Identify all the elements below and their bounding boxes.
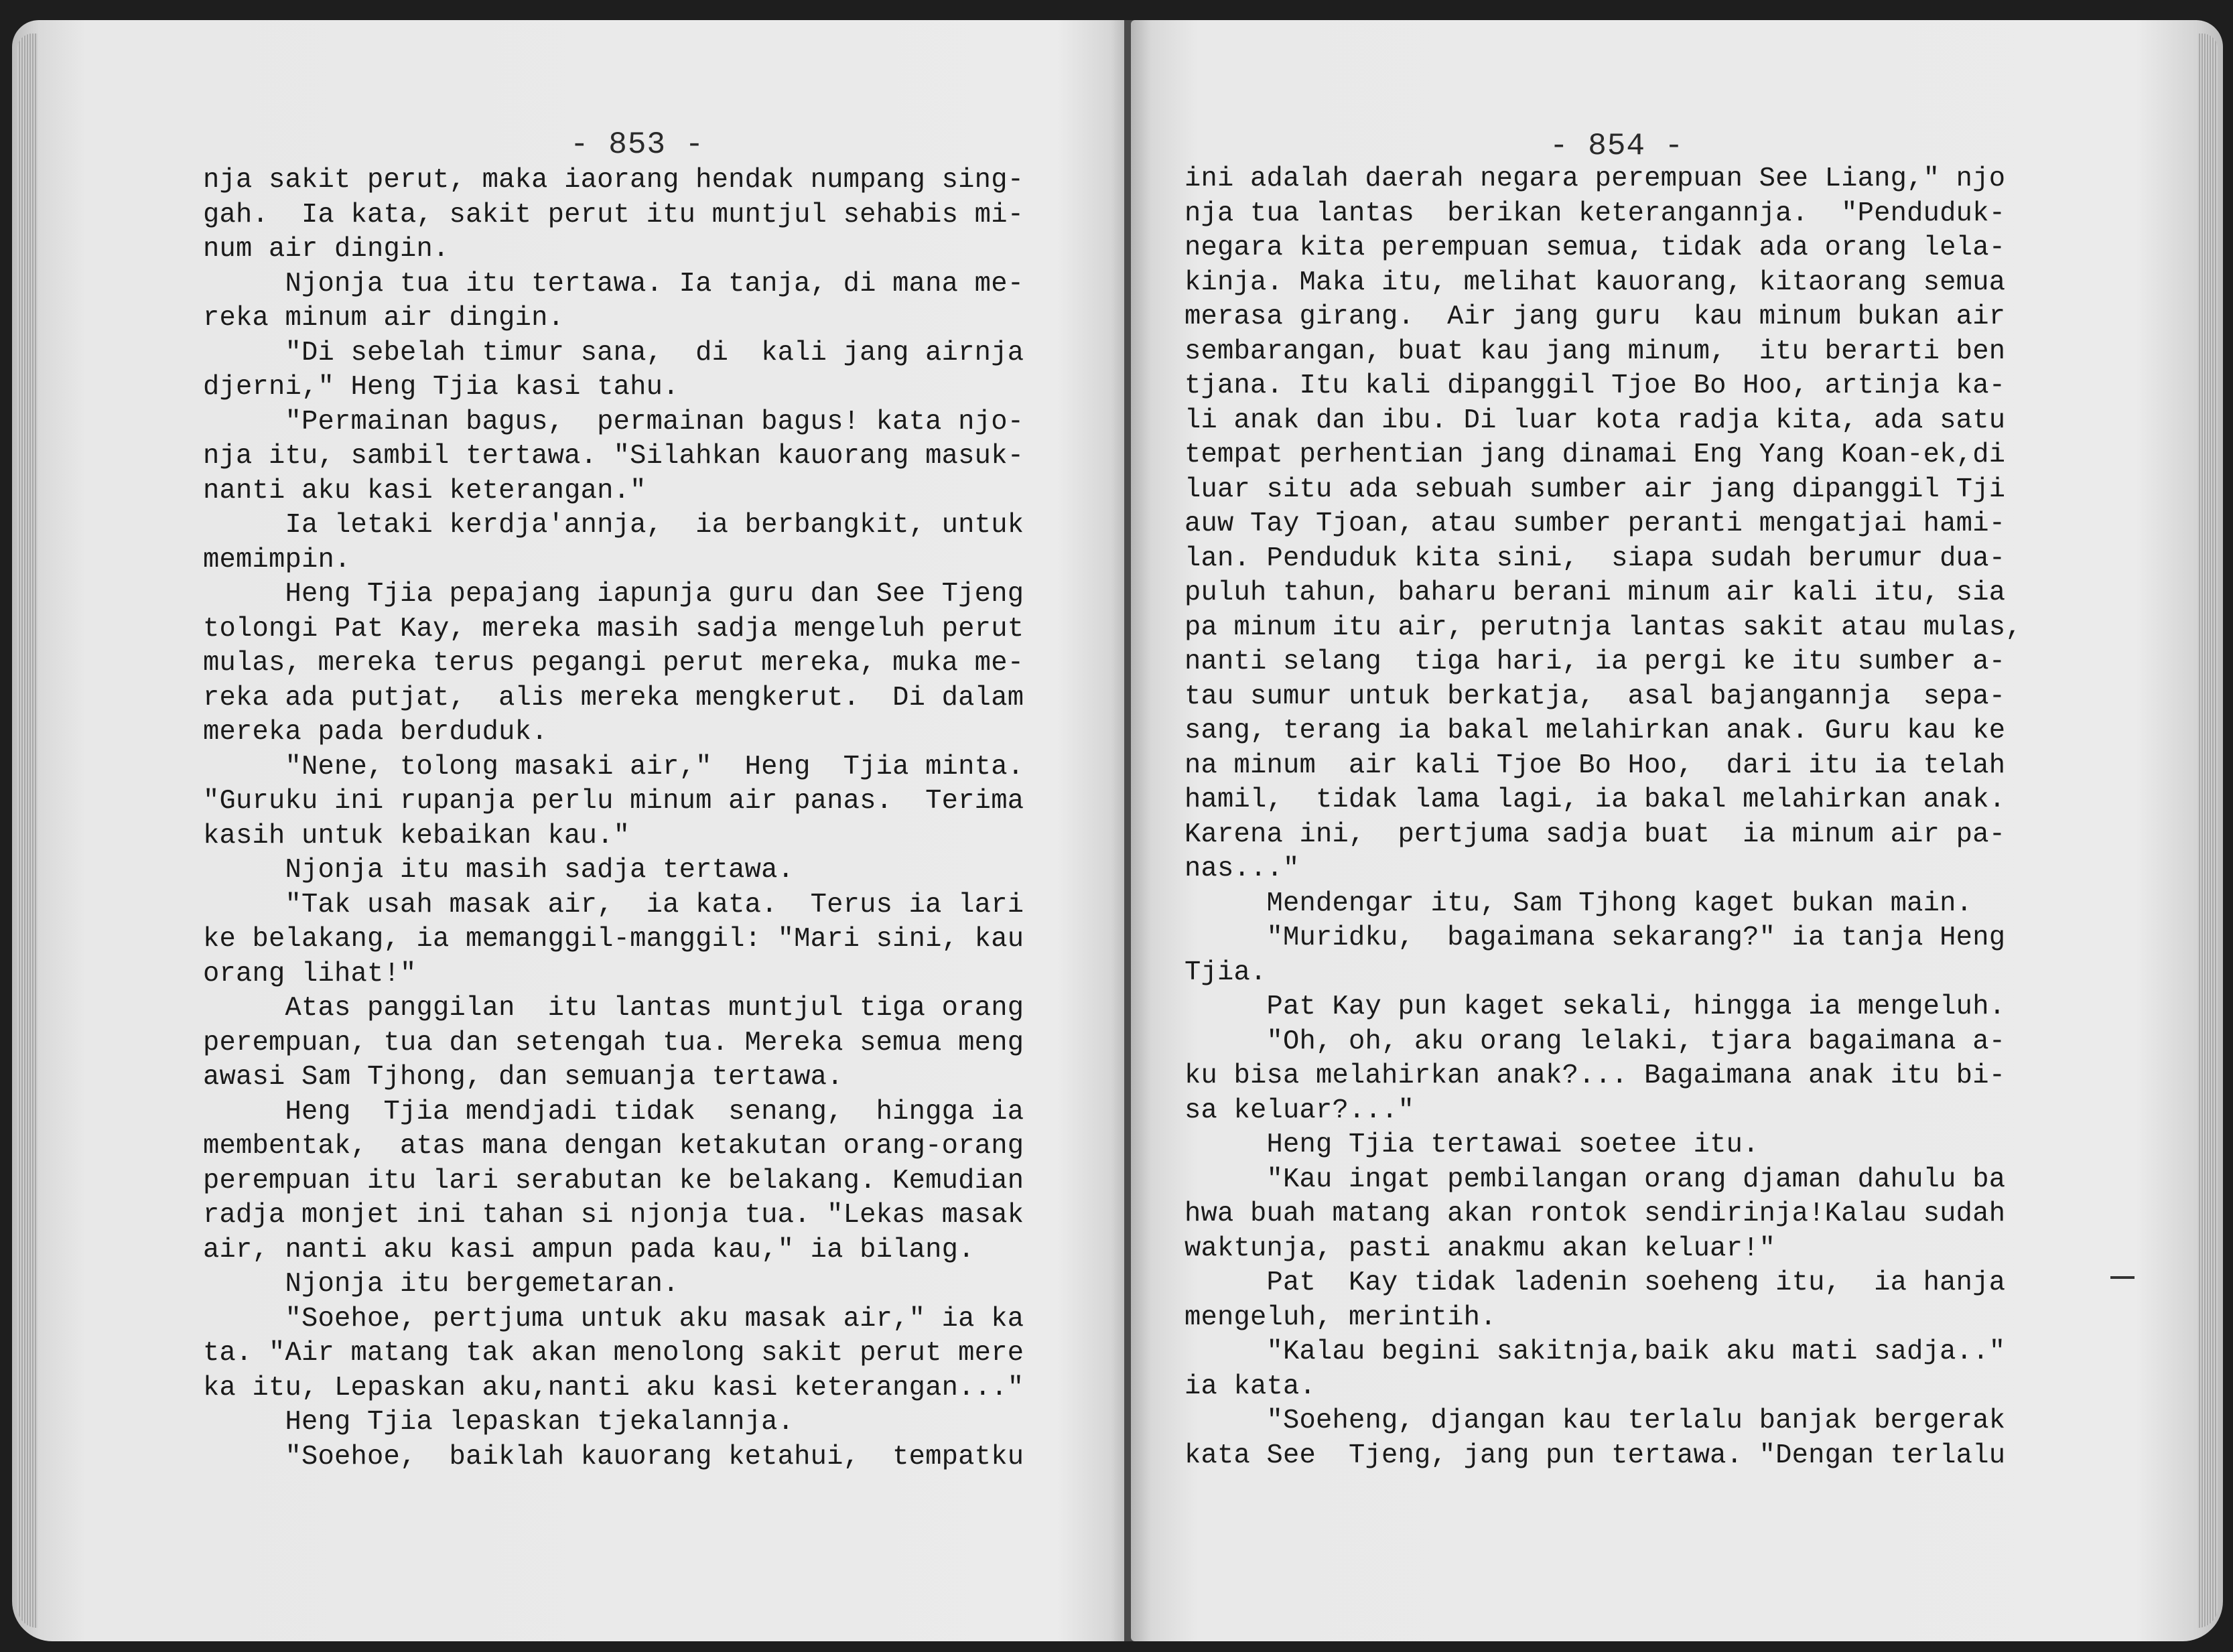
text-line: ka itu, Lepaskan aku,nanti aku kasi keterangan..." [203,1372,1024,1403]
text-line: lan. Penduduk kita sini, siapa sudah berumur dua- [1185,543,2006,574]
text-line: Heng Tjia lepaskan tjekalannja. [203,1407,795,1438]
text-line: Pat Kay tidak ladenin soeheng itu, ia hanja [1185,1267,2006,1298]
text-line: "Soeheng, djangan kau terlalu banjak bergerak [1185,1405,2006,1436]
text-line: "Nene, tolong masaki air," Heng Tjia minta. [203,751,1024,782]
text-line: hamil, tidak lama lagi, ia bakal melahirkan anak. [1185,784,2006,815]
text-line: Njonja itu masih sadja tertawa. [203,855,795,886]
text-line: "Muridku, bagaimana sekarang?" ia tanja Heng [1185,922,2006,953]
text-line: "Kau ingat pembilangan orang djaman dahulu ba [1185,1164,2006,1195]
text-line: auw Tay Tjoan, atau sumber peranti mengatjai hami- [1185,508,2006,539]
text-line: "Soehoe, pertjuma untuk aku masak air," ia ka [203,1303,1024,1334]
text-line: orang lihat!" [203,958,417,989]
text-line: Ia letaki kerdja'annja, ia berbangkit, untuk [203,510,1024,541]
text-line: nja tua lantas berikan keterangannja. "Penduduk- [1185,198,2006,229]
text-line: perempuan itu lari serabutan ke belakang. Kemudian [203,1165,1024,1196]
text-line: puluh tahun, baharu berani minum air kali itu, sia [1185,577,2006,608]
text-line: ku bisa melahirkan anak?... Bagaimana anak itu bi- [1185,1060,2006,1091]
text-line: ke belakang, ia memanggil-manggil: "Mari sini, kau [203,924,1024,955]
text-line: "Soehoe, baiklah kauorang ketahui, tempatku [203,1441,1024,1472]
right-page [1131,20,2223,1641]
text-line: Atas panggilan itu lantas muntjul tiga orang [203,993,1024,1024]
text-line: ia kata. [1185,1371,1316,1402]
text-line: air, nanti aku kasi ampun pada kau," ia bilang. [203,1234,975,1265]
text-line: tempat perhentian jang dinamai Eng Yang Koan-ek,di [1185,439,2006,470]
margin-mark [2110,1276,2135,1279]
text-line: membentak, atas mana dengan ketakutan orang-orang [203,1131,1024,1162]
left-page-text [203,163,1074,1474]
text-line: nas..." [1185,853,1300,884]
text-line: ta. "Air matang tak akan menolong sakit perut mere [203,1338,1024,1369]
text-line: "Guruku ini rupanja perlu minum air panas. Terima [203,786,1024,817]
text-line: tjana. Itu kali dipanggil Tjoe Bo Hoo, artinja ka- [1185,370,2006,401]
text-line: radja monjet ini tahan si njonja tua. "Lekas masak [203,1200,1024,1231]
text-line: perempuan, tua dan setengah tua. Mereka semua meng [203,1027,1024,1058]
text-line: na minum air kali Tjoe Bo Hoo, dari itu ia telah [1185,750,2006,781]
text-line: reka ada putjat, alis mereka mengkerut. Di dalam [203,682,1024,713]
text-line: Pat Kay pun kaget sekali, hingga ia mengeluh. [1185,991,2006,1022]
text-line: negara kita perempuan semua, tidak ada orang lela- [1185,232,2006,263]
text-line: nja sakit perut, maka iaorang hendak numpang sing- [203,165,1024,196]
text-line: "Permainan bagus, permainan bagus! kata njo- [203,406,1024,437]
text-line: djerni," Heng Tjia kasi tahu. [203,372,679,403]
text-line: "Tak usah masak air, ia kata. Terus ia lari [203,889,1024,920]
text-line: "Di sebelah timur sana, di kali jang airnja [203,337,1024,368]
text-line: sembarangan, buat kau jang minum, itu berarti ben [1185,336,2006,367]
open-book [12,20,2223,1641]
text-line: luar situ ada sebuah sumber air jang dipanggil Tji [1185,474,2006,505]
text-line: waktunja, pasti anakmu akan keluar!" [1185,1233,1776,1264]
right-page-number: - 854 - [1550,129,1684,163]
left-page [12,20,1128,1641]
text-line: tau sumur untuk berkatja, asal bajangannja sepa- [1185,681,2006,712]
text-line: Njonja itu bergemetaran. [203,1269,679,1300]
text-line: pa minum itu air, perutnja lantas sakit atau mulas, [1185,612,2022,643]
text-line: kata See Tjeng, jang pun tertawa. "Dengan terlalu [1185,1440,2006,1471]
text-line: sa keluar?..." [1185,1095,1415,1126]
text-line: memimpin. [203,544,351,575]
text-line: Tjia. [1185,957,1267,988]
left-page-edge [17,33,38,1628]
text-line: sang, terang ia bakal melahirkan anak. Guru kau ke [1185,715,2006,746]
text-line: num air dingin. [203,234,450,265]
text-line: kasih untuk kebaikan kau." [203,820,630,851]
text-line: tolongi Pat Kay, mereka masih sadja mengeluh perut [203,613,1024,644]
text-line: Karena ini, pertjuma sadja buat ia minum air pa- [1185,819,2006,850]
text-line: reka minum air dingin. [203,303,565,334]
text-line: mereka pada berduduk. [203,717,548,748]
text-line: ini adalah daerah negara perempuan See Liang," njo [1185,163,2006,194]
text-line: awasi Sam Tjhong, dan semuanja tertawa. [203,1062,843,1093]
text-line: kinja. Maka itu, melihat kauorang, kitaorang semua [1185,267,2006,298]
text-line: nanti aku kasi keterangan." [203,475,647,506]
text-line: hwa buah matang akan rontok sendirinja!Kalau sudah [1185,1198,2006,1229]
text-line: "Oh, oh, aku orang lelaki, tjara bagaimana a- [1185,1026,2006,1057]
text-line: nanti selang tiga hari, ia pergi ke itu sumber a- [1185,646,2006,677]
text-line: Heng Tjia mendjadi tidak senang, hingga ia [203,1096,1024,1127]
text-line: Heng Tjia tertawai soetee itu. [1185,1129,1759,1160]
text-line: mulas, mereka terus pegangi perut mereka, muka me- [203,648,1024,679]
text-line: "Kalau begini sakitnja,baik aku mati sadja.." [1185,1336,2006,1367]
text-line: Heng Tjia pepajang iapunja guru dan See Tjeng [203,579,1024,610]
right-page-text [1185,162,2203,1473]
text-line: nja itu, sambil tertawa. "Silahkan kauorang masuk- [203,441,1024,472]
text-line: li anak dan ibu. Di luar kota radja kita, ada satu [1185,405,2006,436]
text-line: merasa girang. Air jang guru kau minum bukan air [1185,301,2006,332]
text-line: mengeluh, merintih. [1185,1302,1497,1333]
text-line: gah. Ia kata, sakit perut itu muntjul sehabis mi- [203,199,1024,230]
text-line: Mendengar itu, Sam Tjhong kaget bukan main. [1185,888,1973,919]
left-page-number: - 853 - [570,127,705,162]
text-line: Njonja tua itu tertawa. Ia tanja, di mana me- [203,268,1024,299]
